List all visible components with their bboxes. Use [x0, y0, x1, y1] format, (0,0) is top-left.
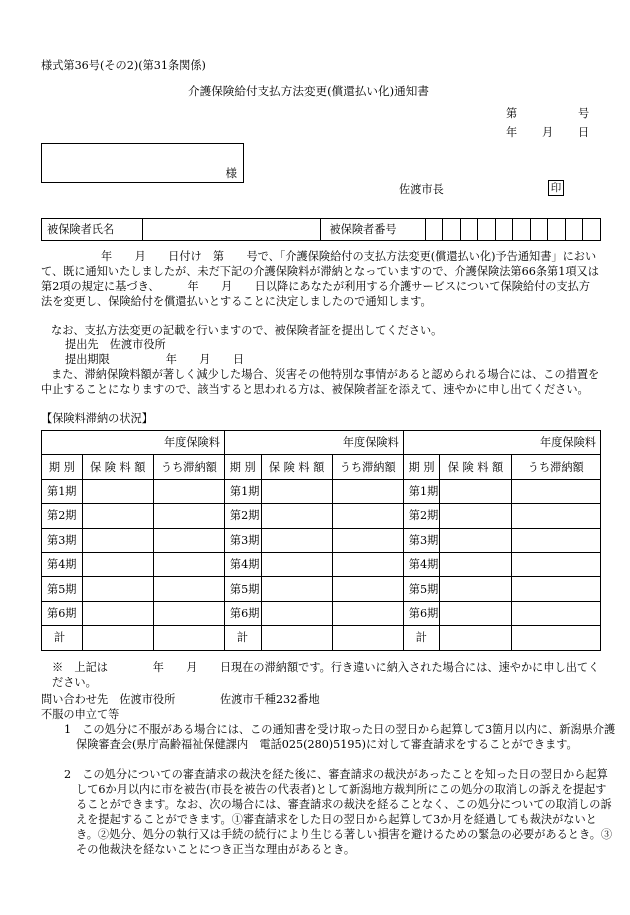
col-amount-header: 保 険 料 額 [261, 455, 332, 479]
body-paragraph-3: また、滞納保険料額が著しく減少した場合、災害その他特別な事情があると認められる場合には、この措置を中止することになりますので、該当すると思われる方は、被保険者証を添えて、速やかに申し出てください。 [41, 368, 600, 396]
date-day-label: 日 [578, 126, 590, 139]
arrears-cell[interactable] [332, 479, 403, 503]
amount-cell[interactable] [82, 601, 153, 625]
contact-info: 問い合わせ先 佐渡市役所 佐渡市千種232番地 [41, 693, 320, 706]
arrears-cell[interactable] [153, 601, 224, 625]
col-arrears-header: うち滞納額 [511, 455, 601, 479]
table-year-header-row [42, 431, 601, 455]
period-label: 第2期 [42, 504, 83, 528]
insured-name-field[interactable] [143, 219, 321, 241]
amount-cell[interactable] [261, 626, 332, 650]
insured-number-digit[interactable] [478, 219, 496, 241]
insured-info-table [41, 218, 601, 241]
period-label: 第3期 [42, 528, 83, 552]
amount-cell[interactable] [82, 577, 153, 601]
col-period-header: 期 別 [403, 455, 440, 479]
amount-cell[interactable] [261, 577, 332, 601]
number-label-go: 号 [578, 107, 590, 120]
table-row [42, 552, 601, 576]
period-label: 第2期 [224, 504, 261, 528]
period-label: 第4期 [42, 552, 83, 576]
period-label: 第1期 [224, 479, 261, 503]
year-header-cell: 年度保険料 [224, 431, 403, 455]
arrears-cell[interactable] [511, 504, 601, 528]
arrears-cell[interactable] [332, 601, 403, 625]
document-title: 介護保険給付支払方法変更(償還払い化)通知書 [188, 84, 429, 98]
period-label: 第1期 [42, 479, 83, 503]
arrears-cell[interactable] [153, 626, 224, 650]
insured-number-digit[interactable] [565, 219, 583, 241]
arrears-cell[interactable] [153, 528, 224, 552]
amount-cell[interactable] [440, 528, 511, 552]
col-period-header: 期 別 [42, 455, 83, 479]
form-number: 様式第36号(その2)(第31条関係) [41, 59, 206, 72]
period-label: 第3期 [224, 528, 261, 552]
arrears-cell[interactable] [153, 504, 224, 528]
arrears-cell[interactable] [511, 552, 601, 576]
amount-cell[interactable] [440, 601, 511, 625]
insured-number-label: 被保険者番号 [321, 219, 425, 241]
section-heading: 【保険料滞納の状況】 [41, 412, 153, 425]
insured-number-digit[interactable] [530, 219, 548, 241]
arrears-cell[interactable] [153, 552, 224, 576]
table-column-header-row [42, 455, 601, 479]
arrears-cell[interactable] [332, 528, 403, 552]
table-row [42, 577, 601, 601]
amount-cell[interactable] [440, 504, 511, 528]
addressee-suffix: 様 [225, 166, 237, 180]
insured-number-digit[interactable] [583, 219, 601, 241]
period-label: 計 [42, 626, 83, 650]
date-month-label: 月 [542, 126, 554, 139]
insured-number-digit[interactable] [548, 219, 566, 241]
period-label: 第6期 [42, 601, 83, 625]
amount-cell[interactable] [82, 479, 153, 503]
table-row [42, 626, 601, 650]
col-arrears-header: うち滞納額 [332, 455, 403, 479]
submit-deadline: 提出期限 年 月 日 [65, 353, 245, 366]
insured-number-digit[interactable] [513, 219, 531, 241]
table-row [42, 504, 601, 528]
appeal-item-1: 1 この処分に不服がある場合には、この通知書を受け取った日の翌日から起算して3箇月以内に、新潟県介護保険審査会(県庁高齢福祉保健課内 電話025(280)5195)に対して審査請求をすることができます。 [64, 723, 616, 751]
insured-number-digit[interactable] [460, 219, 478, 241]
amount-cell[interactable] [261, 479, 332, 503]
amount-cell[interactable] [440, 552, 511, 576]
amount-cell[interactable] [261, 528, 332, 552]
col-amount-header: 保 険 料 額 [440, 455, 511, 479]
insured-number-digit[interactable] [443, 219, 461, 241]
period-label: 第5期 [403, 577, 440, 601]
number-label-dai: 第 [506, 107, 518, 120]
table-row [42, 479, 601, 503]
amount-cell[interactable] [440, 626, 511, 650]
period-label: 第5期 [224, 577, 261, 601]
official-seal: 印 [548, 180, 564, 196]
insured-number-digit[interactable] [495, 219, 513, 241]
period-label: 第3期 [403, 528, 440, 552]
arrears-cell[interactable] [511, 626, 601, 650]
arrears-cell[interactable] [332, 577, 403, 601]
arrears-cell[interactable] [511, 601, 601, 625]
arrears-cell[interactable] [332, 552, 403, 576]
col-period-header: 期 別 [224, 455, 261, 479]
body-paragraph-2: なお、支払方法変更の記載を行いますので、被保険者証を提出してください。 [51, 324, 443, 337]
issuer-name: 佐渡市長 [399, 183, 444, 196]
amount-cell[interactable] [440, 479, 511, 503]
amount-cell[interactable] [82, 504, 153, 528]
amount-cell[interactable] [261, 504, 332, 528]
arrears-status-table [41, 430, 601, 651]
arrears-cell[interactable] [511, 528, 601, 552]
insured-number-digit[interactable] [425, 219, 443, 241]
period-label: 第4期 [224, 552, 261, 576]
col-arrears-header: うち滞納額 [153, 455, 224, 479]
amount-cell[interactable] [82, 552, 153, 576]
amount-cell[interactable] [82, 528, 153, 552]
period-label: 計 [403, 626, 440, 650]
insured-name-label: 被保険者氏名 [42, 219, 143, 241]
appeal-heading: 不服の申立て等 [41, 708, 120, 721]
period-label: 第2期 [403, 504, 440, 528]
arrears-note: ※ 上記は 年 月 日現在の滞納額です。行き違いに納入された場合には、速やかに申し出てください。 [52, 661, 600, 689]
period-label: 第5期 [42, 577, 83, 601]
amount-cell[interactable] [440, 577, 511, 601]
period-label: 第1期 [403, 479, 440, 503]
table-row [42, 528, 601, 552]
body-paragraph-1: 年 月 日付け 第 号で、「介護保険給付の支払方法変更(償還払い化)予告通知書」において、既に通知いたしましたが、未だ下記の介護保険料が滞納となっていますので、介護保険法第66条第1項又は第2項の規定に基づき、 年 月 日以降にあなたが利用する介護サービスについて保険給付の支払方法を変更し、保険給付を償還払いとすることに決定しましたので通知します。 [41, 250, 599, 308]
arrears-cell[interactable] [332, 626, 403, 650]
arrears-cell[interactable] [511, 479, 601, 503]
arrears-cell[interactable] [511, 577, 601, 601]
arrears-cell[interactable] [153, 479, 224, 503]
date-year-label: 年 [506, 126, 518, 139]
submit-to: 提出先 佐渡市役所 [65, 338, 166, 351]
arrears-cell[interactable] [332, 504, 403, 528]
amount-cell[interactable] [82, 626, 153, 650]
period-label: 第6期 [403, 601, 440, 625]
amount-cell[interactable] [261, 601, 332, 625]
period-label: 第4期 [403, 552, 440, 576]
addressee-box[interactable] [41, 143, 244, 183]
period-label: 第6期 [224, 601, 261, 625]
table-row [42, 601, 601, 625]
year-header-cell: 年度保険料 [403, 431, 600, 455]
appeal-item-2: 2 この処分についての審査請求の裁決を経た後に、審査請求の裁決があったことを知った日の翌日から起算して6か月以内に市を被告(市長を被告の代表者)として新潟地方裁判所にこの処分の取消しの訴えを提起することができます。なお、次の場合には、審査請求の裁決を経ることなく、この処分についての取消しの訴えを提起することができます。①審査請求をした日の翌日から起算して3か月を経過しても裁決がないとき。②処分、処分の執行又は手続の続行により生じる著しい損害を避けるための緊急の必要があるとき。③その他裁決を経ないことにつき正当な理由があるとき。 [64, 768, 613, 856]
period-label: 計 [224, 626, 261, 650]
col-amount-header: 保 険 料 額 [82, 455, 153, 479]
year-header-cell: 年度保険料 [42, 431, 225, 455]
amount-cell[interactable] [261, 552, 332, 576]
arrears-cell[interactable] [153, 577, 224, 601]
